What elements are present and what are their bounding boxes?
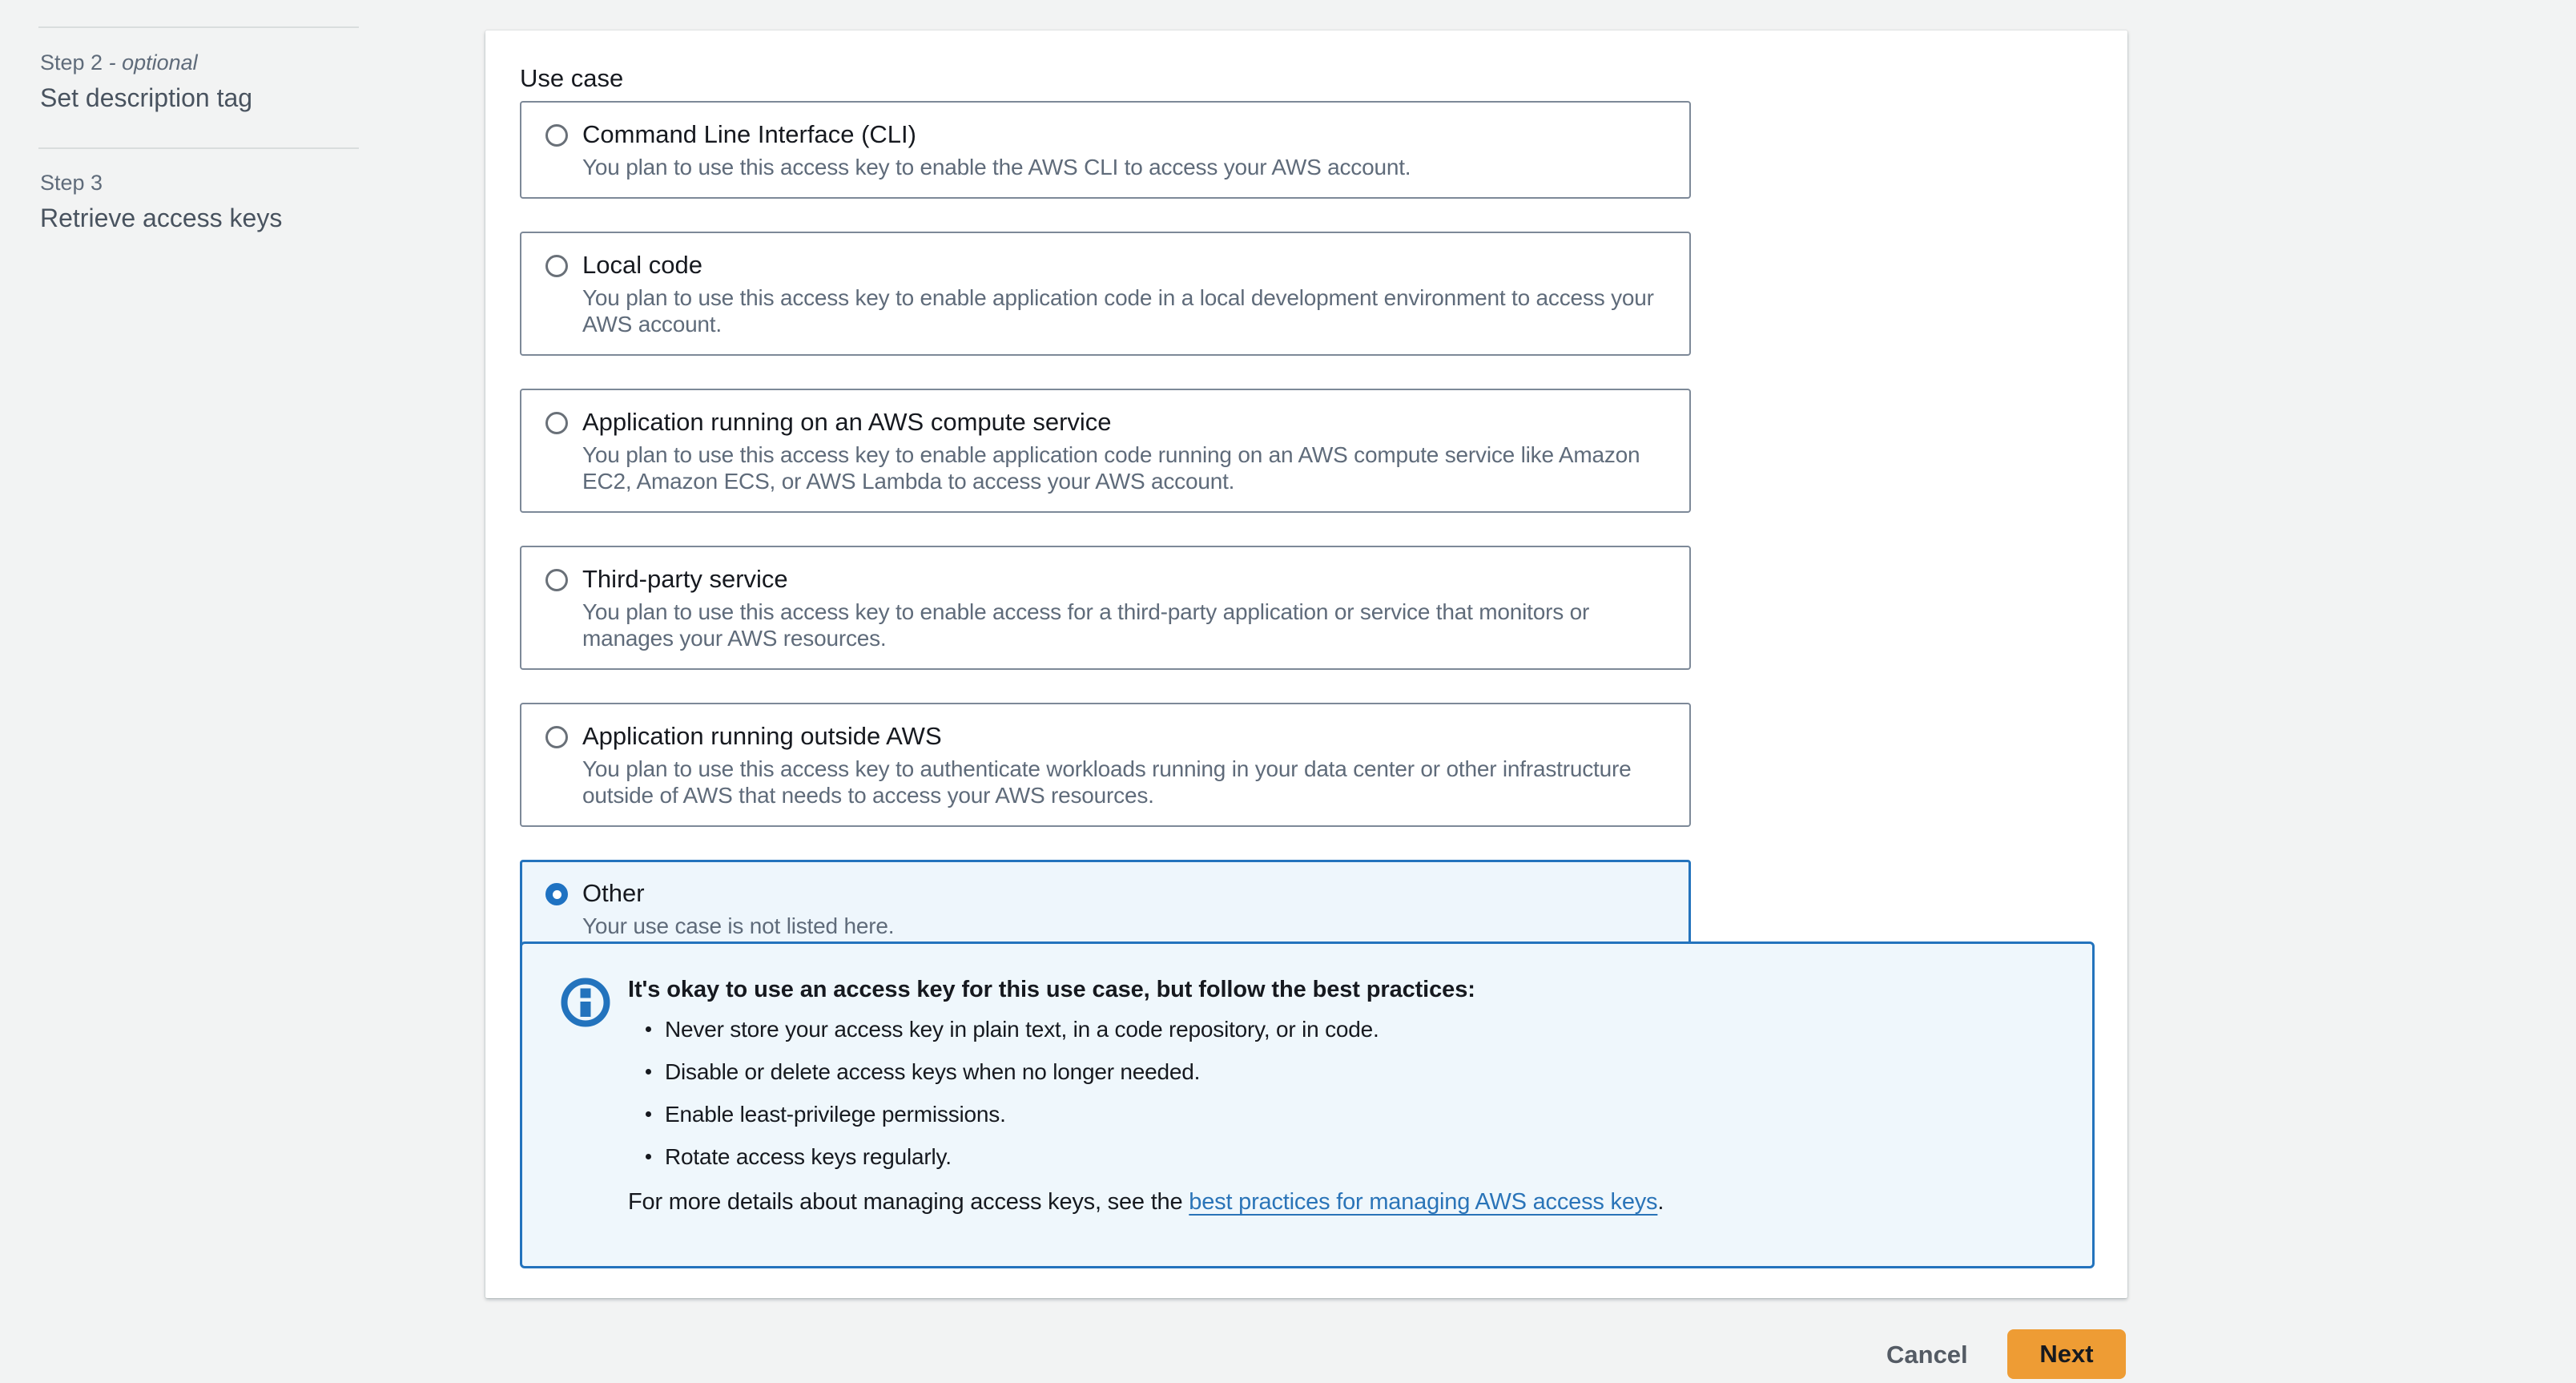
info-icon: [559, 976, 612, 1029]
option-description: You plan to use this access key to enable the AWS CLI to access your AWS account.: [582, 155, 1411, 179]
list-item: Rotate access keys regularly.: [646, 1143, 1664, 1170]
use-case-option-outside-aws[interactable]: [520, 703, 1691, 827]
use-case-panel: [485, 30, 2127, 1298]
option-text: [582, 119, 1411, 180]
use-case-form-label: Use case: [520, 64, 624, 92]
alert-footer-period: .: [1657, 1189, 1664, 1215]
option-title: Other: [582, 879, 645, 907]
best-practices-list: [628, 1016, 1664, 1170]
alert-heading: It's okay to use an access key for this use case, but follow the best practices:: [628, 977, 1475, 1002]
use-case-option-third-party-service[interactable]: [520, 546, 1691, 670]
radio-button-icon[interactable]: [545, 412, 568, 434]
step3-label: [40, 169, 103, 196]
list-item: Disable or delete access keys when no longer needed.: [646, 1058, 1664, 1085]
radio-button-icon[interactable]: [545, 124, 568, 147]
radio-button-checked-icon[interactable]: [545, 883, 568, 905]
option-description: You plan to use this access key to enable application code in a local development environment to access your AWS account.: [582, 285, 1654, 337]
option-description: You plan to use this access key to enable access for a third-party application or service that monitors or manages your AWS resources.: [582, 599, 1590, 651]
sidebar-item-set-description-tag[interactable]: Set description tag: [40, 83, 253, 112]
next-button[interactable]: Next: [2007, 1329, 2126, 1379]
cancel-button[interactable]: Cancel: [1886, 1339, 1968, 1371]
option-text: [582, 564, 1667, 651]
option-text: [582, 407, 1667, 494]
step3-label-text: Step 3: [40, 171, 103, 195]
option-title: Third-party service: [582, 565, 788, 593]
option-description: You plan to use this access key to enable application code running on an AWS compute service like Amazon EC2, Amazon ECS, or AWS Lambda to access your AWS account.: [582, 442, 1640, 494]
step2-label: [40, 49, 198, 76]
option-title: Application running outside AWS: [582, 722, 942, 750]
list-item: Enable least-privilege permissions.: [646, 1101, 1664, 1127]
divider: [38, 147, 359, 149]
option-description: You plan to use this access key to authenticate workloads running in your data center or other infrastructure outside of AWS that needs to access your AWS resources.: [582, 756, 1632, 808]
option-title: Local code: [582, 251, 702, 279]
best-practices-info-alert: [520, 941, 2095, 1268]
radio-button-icon[interactable]: [545, 569, 568, 591]
option-title: Application running on an AWS compute service: [582, 408, 1112, 436]
option-text: [582, 878, 894, 939]
best-practices-link[interactable]: best practices for managing AWS access keys: [1189, 1189, 1658, 1215]
radio-button-icon[interactable]: [545, 726, 568, 748]
option-text: [582, 250, 1667, 337]
alert-footer-text: For more details about managing access keys, see the: [628, 1189, 1189, 1215]
step2-label-text: Step 2: [40, 50, 103, 75]
radio-button-icon[interactable]: [545, 255, 568, 277]
option-title: Command Line Interface (CLI): [582, 120, 916, 148]
option-text: [582, 721, 1667, 808]
alert-footer: [628, 1186, 1664, 1218]
use-case-option-cli[interactable]: [520, 101, 1691, 199]
alert-content: [628, 973, 1664, 1218]
sidebar-item-retrieve-access-keys[interactable]: Retrieve access keys: [40, 204, 283, 232]
use-case-option-aws-compute-service[interactable]: [520, 389, 1691, 513]
list-item: Never store your access key in plain text, in a code repository, or in code.: [646, 1016, 1664, 1042]
use-case-option-local-code[interactable]: [520, 232, 1691, 356]
divider: [38, 26, 359, 28]
option-description: Your use case is not listed here.: [582, 913, 895, 938]
step2-optional-text: - optional: [108, 50, 198, 75]
use-case-radio-group: [520, 101, 1691, 990]
